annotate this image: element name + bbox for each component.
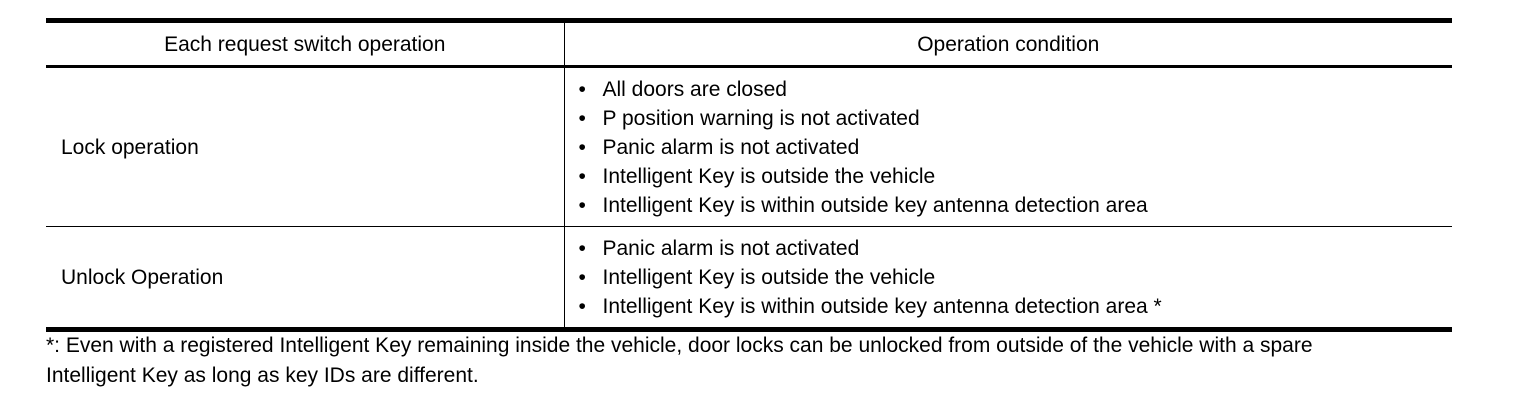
bullet-icon: •: [578, 236, 586, 260]
condition-cell: [564, 227, 1452, 330]
condition-text: Panic alarm is not activated: [602, 236, 860, 260]
condition-text: Intelligent Key is within outside key antenna detection area: [602, 193, 1148, 217]
condition-item: [579, 162, 1453, 191]
condition-text: Intelligent Key is outside the vehicle: [602, 265, 936, 289]
operation-condition-table-wrapper: [46, 18, 1452, 332]
condition-list: [565, 75, 1453, 220]
bullet-icon: •: [578, 135, 586, 159]
condition-item: [579, 234, 1453, 263]
condition-text: Intelligent Key is outside the vehicle: [602, 164, 936, 188]
operation-name-cell: Unlock Operation: [46, 227, 564, 330]
bullet-icon: •: [578, 294, 586, 318]
bullet-icon: •: [578, 77, 586, 101]
bullet-icon: •: [578, 193, 586, 217]
operation-condition-table: [46, 18, 1452, 332]
condition-item: [579, 292, 1453, 321]
table-row-unlock-operation: [46, 227, 1452, 330]
condition-text: Intelligent Key is within outside key antenna detection area *: [602, 294, 1162, 318]
condition-item: [579, 133, 1453, 162]
condition-list: [565, 234, 1453, 321]
condition-text: P position warning is not activated: [602, 106, 920, 130]
condition-item: [579, 104, 1453, 133]
condition-item: [579, 75, 1453, 104]
condition-item: [579, 263, 1453, 292]
footnote-line-1: *: Even with a registered Intelligent Key remaining inside the vehicle, door locks can be unlocked from outside of the vehicle with a spare: [46, 334, 1313, 357]
operation-name-cell: Lock operation: [46, 67, 564, 227]
header-request-switch-operation: Each request switch operation: [46, 21, 564, 67]
bullet-icon: •: [578, 106, 586, 130]
condition-text: All doors are closed: [602, 77, 787, 101]
header-operation-condition: Operation condition: [564, 21, 1452, 67]
footnote: [46, 331, 1486, 391]
footnote-line-2: Intelligent Key as long as key IDs are different.: [46, 364, 479, 387]
table-row-lock-operation: [46, 67, 1452, 227]
condition-cell: [564, 67, 1452, 227]
table-header-row: [46, 21, 1452, 67]
condition-item: [579, 191, 1453, 220]
bullet-icon: •: [578, 164, 586, 188]
bullet-icon: •: [578, 265, 586, 289]
condition-text: Panic alarm is not activated: [602, 135, 860, 159]
